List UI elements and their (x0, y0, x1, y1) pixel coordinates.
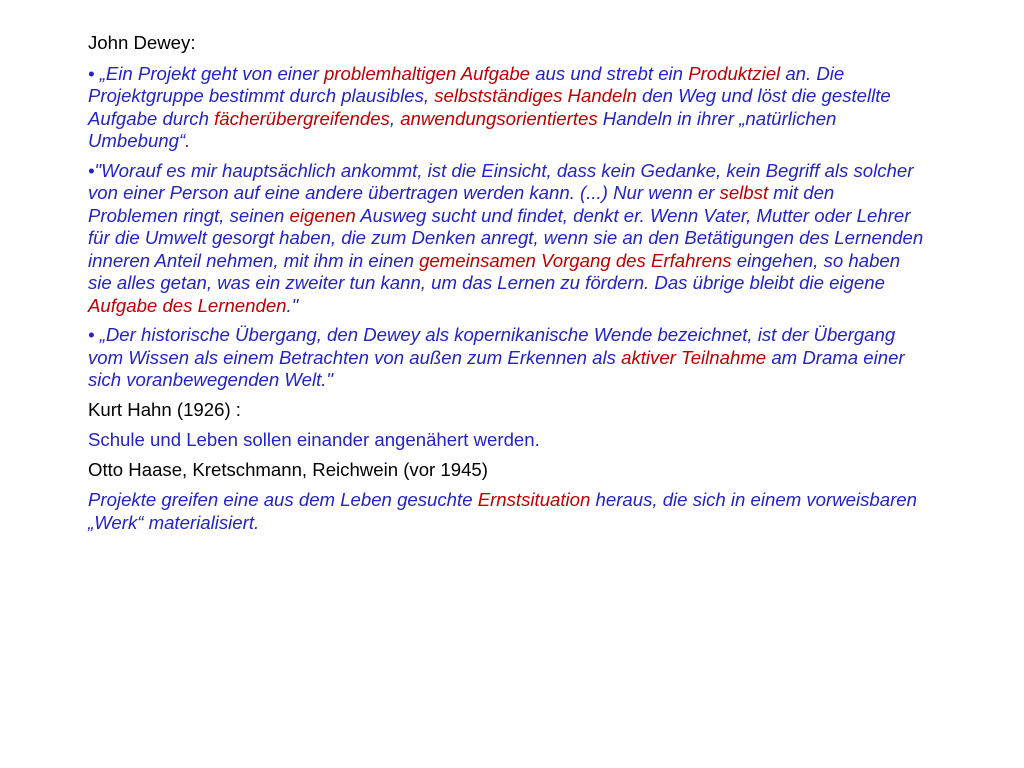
highlighted-term: selbst (719, 182, 769, 203)
highlighted-term: eigenen (289, 204, 356, 226)
quote-text: den Weg und löst die gestellte Aufgabe durch (88, 85, 891, 129)
highlighted-term: gemeinsamen Vorgang des Erfahrens (419, 249, 732, 271)
dewey-quote-project (88, 63, 928, 153)
highlighted-term: problemhaltigen Aufgabe (323, 62, 531, 84)
highlighted-term: aktiver Teilnahme (621, 346, 767, 368)
slide-content (88, 32, 928, 541)
quote-text: "Worauf es mir hauptsächlich ankommt, ist die Einsicht, dass kein Gedanke, kein Begriff als solcher von einer Person auf eine andere übertragen werden kann. (...) Nur wenn er (88, 159, 914, 203)
bullet: • (88, 62, 100, 84)
highlighted-term: fächerübergreifendes (214, 107, 390, 129)
quote-text: „Ein Projekt geht von einer (99, 62, 324, 84)
quote-text: Ausweg sucht und findet, denkt er. Wenn Vater, Mutter oder Lehrer für die Umwelt gesorgt haben, die zum Denken anregt, wenn sie an den Betätigungen des Lernenden inneren Anteil nehmen, mit ihm in einen (88, 204, 924, 271)
highlighted-term: anwendungsorientiertes (400, 107, 598, 129)
heading-dewey: John Dewey: (88, 32, 196, 53)
highlighted-term: selbstständiges Handeln (434, 85, 637, 106)
heading-hahn: Kurt Hahn (1926) : (88, 398, 241, 420)
hahn-statement: Schule und Leben sollen einander angenähert werden. (88, 429, 540, 450)
highlighted-term: Ernstsituation (477, 489, 591, 510)
dewey-quote-transition (88, 324, 928, 392)
quote-text: am Drama einer sich voranbewegenden Welt." (88, 346, 905, 390)
quote-text: heraus, die sich in einem vorweisbaren „Werk“ materialisiert. (88, 489, 917, 533)
haase-quote-project (88, 489, 928, 534)
highlighted-term: Produktziel (688, 62, 781, 84)
bullet: • (88, 159, 95, 181)
quote-text: an. Die Projektgruppe bestimmt durch plausibles, (88, 62, 845, 106)
quote-text: , (389, 107, 401, 129)
quote-text: mit den Problemen ringt, seinen (88, 182, 835, 226)
quote-text: Projekte greifen eine aus dem Leben gesuchte (88, 489, 478, 510)
heading-haase: Otto Haase, Kretschmann, Reichwein (vor 1945) (88, 458, 488, 480)
quote-text: ." (286, 294, 299, 316)
quote-text: „Der historische Übergang, den Dewey als kopernikanische Wende bezeichnet, ist der Übergang vom Wissen als einem Betrachten von außen zum Erkennen als (88, 324, 896, 368)
quote-text: aus und strebt ein (530, 62, 689, 84)
dewey-quote-insight (88, 160, 928, 318)
highlighted-term: Aufgabe des Lernenden (88, 294, 287, 316)
bullet: • (88, 324, 100, 345)
quote-text: Handeln in ihrer „natürlichen Umbebung“. (88, 107, 837, 151)
quote-text: eingehen, so haben sie alles getan, was ein zweiter tun kann, um das Lernen zu fördern. Das übrige bleibt die eigene (88, 249, 901, 293)
